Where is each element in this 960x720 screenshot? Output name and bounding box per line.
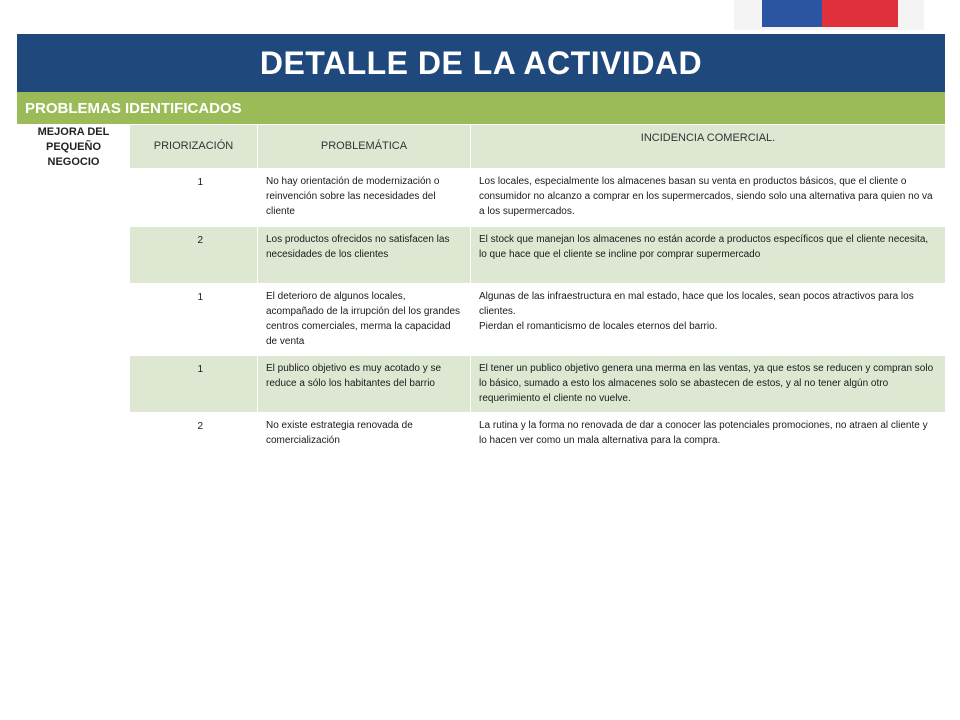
impact-cell: La rutina y la forma no renovada de dar a conocer las potenciales promociones, no atraen al cliente y lo hacen ver como un mala alternativa para la compra.	[471, 413, 946, 454]
impact-cell: Algunas de las infraestructura en mal estado, hace que los locales, sean pocos atractivos para los clientes. Pierdan el romanticismo de locales eternos del barrio.	[471, 284, 946, 356]
priority-cell: 2	[130, 227, 258, 284]
page-title: DETALLE DE LA ACTIVIDAD	[17, 34, 945, 92]
header-problem: PROBLEMÁTICA	[258, 125, 471, 169]
category-cell: MEJORA DEL PEQUEÑO NEGOCIO	[18, 125, 130, 454]
priority-cell: 1	[130, 356, 258, 413]
header-impact: INCIDENCIA COMERCIAL.	[471, 125, 946, 169]
problem-cell: El publico objetivo es muy acotado y se reduce a sólo los habitantes del barrio	[258, 356, 471, 413]
section-title: PROBLEMAS IDENTIFICADOS	[17, 92, 945, 124]
table-row	[18, 413, 946, 454]
problem-cell: No existe estrategia renovada de comercialización	[258, 413, 471, 454]
table-row	[18, 284, 946, 356]
problem-cell: El deterioro de algunos locales, acompañado de la irrupción del los grandes centros comerciales, merma la capacidad de venta	[258, 284, 471, 356]
impact-cell: El stock que manejan los almacenes no están acorde a productos específicos que el cliente necesita, lo que hace que el cliente se incline por comprar supermercado	[471, 227, 946, 284]
table-row	[18, 227, 946, 284]
table-header-row	[18, 125, 946, 169]
priority-cell: 2	[130, 413, 258, 454]
problem-cell: No hay orientación de modernización o reinvención sobre las necesidades del cliente	[258, 169, 471, 227]
impact-cell: Los locales, especialmente los almacenes basan su venta en productos básicos, que el cliente o consumidor no alcanzo a comprar en los supermercados, siendo solo una alternativa para quien no va a los supermercados.	[471, 169, 946, 227]
flag-red-stripe	[822, 0, 898, 27]
problem-cell: Los productos ofrecidos no satisfacen las necesidades de los clientes	[258, 227, 471, 284]
priority-cell: 1	[130, 284, 258, 356]
table-row	[18, 169, 946, 227]
priority-cell: 1	[130, 169, 258, 227]
flag-blue-stripe	[762, 0, 822, 27]
table-row	[18, 356, 946, 413]
flag-logo	[762, 0, 898, 27]
problems-table	[17, 124, 946, 454]
impact-cell: El tener un publico objetivo genera una merma en las ventas, ya que estos se reducen y compran solo lo básico, sumado a esto los almacenes solo se abastecen de estos, y al no tener algún otro requerimiento el cliente no vuelve.	[471, 356, 946, 413]
header-priority: PRIORIZACIÓN	[130, 125, 258, 169]
